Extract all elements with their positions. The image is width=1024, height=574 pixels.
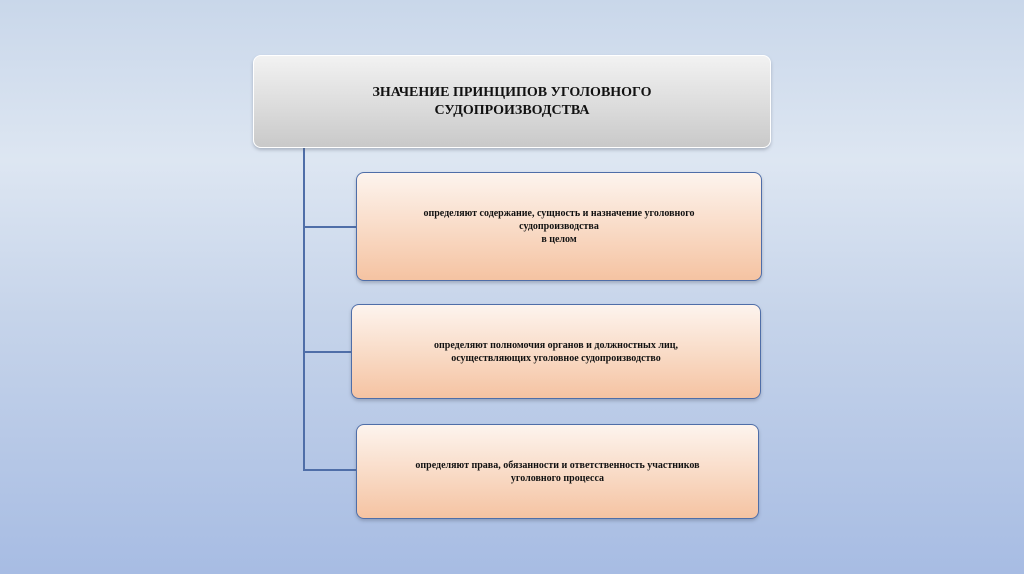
diagram-title-box [253, 55, 771, 148]
diagram-node-1-text: определяют содержание, сущность и назначение уголовного судопроизводства в целом [423, 208, 695, 245]
connector-branch-3 [303, 469, 356, 471]
diagram-node-2-text: определяют полномочия органов и должностных лиц, осуществляющих уголовное судопроизводство [434, 339, 678, 364]
diagram-title: ЗНАЧЕНИЕ ПРИНЦИПОВ УГОЛОВНОГО СУДОПРОИЗВОДСТВА [372, 84, 652, 118]
diagram-node-2 [351, 304, 761, 399]
connector-branch-2 [303, 351, 351, 353]
diagram-node-3 [356, 424, 759, 519]
diagram-node-3-text: определяют права, обязанности и ответственность участников уголовного процесса [415, 459, 700, 484]
connector-trunk [303, 148, 305, 470]
connector-branch-1 [303, 226, 356, 228]
diagram-node-1 [356, 172, 762, 281]
